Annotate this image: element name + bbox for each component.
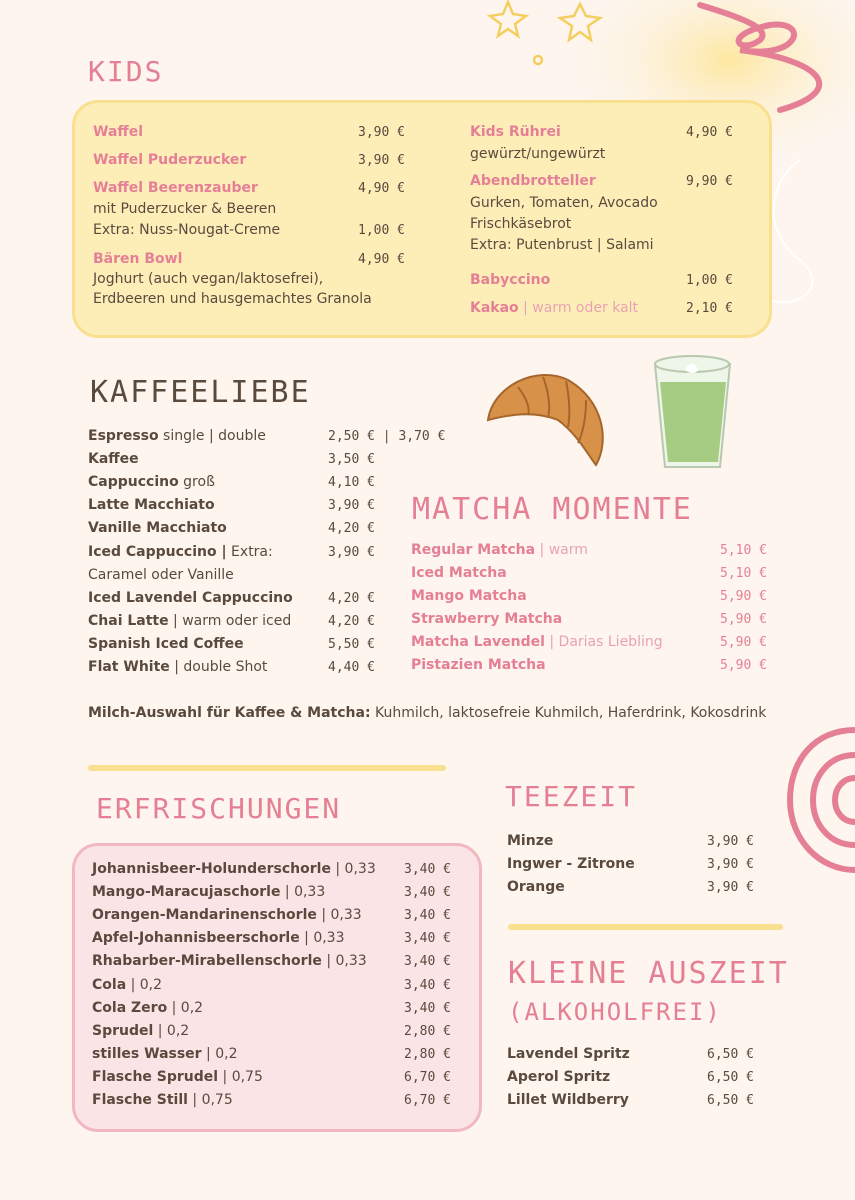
item-price: 5,10 €	[720, 566, 767, 581]
item-name: Babyccino	[470, 272, 551, 288]
item-name: Flasche Still	[92, 1092, 188, 1108]
item-price: 3,90 €	[328, 498, 375, 514]
item-price: 3,90 €	[707, 857, 754, 872]
item-description: | 0,33	[280, 884, 326, 901]
matcha-item	[411, 588, 527, 604]
milk-options: Kuhmilch, laktosefreie Kuhmilch, Haferdrink, Kokosdrink	[370, 705, 767, 721]
item-price: 4,90 €	[686, 125, 733, 140]
item-price: 5,90 €	[720, 589, 767, 604]
item-description: | 0,33	[299, 930, 345, 947]
kids-item	[470, 173, 596, 189]
spritz-item	[507, 1092, 629, 1108]
item-name: Iced Lavendel Cappuccino	[88, 589, 293, 606]
auszeit-title: KLEINE AUSZEIT	[508, 956, 789, 991]
kids-title: KIDS	[88, 55, 164, 88]
matcha-item	[411, 611, 562, 627]
kids-item	[93, 251, 182, 267]
item-name: Cola Zero	[92, 999, 168, 1016]
item-name: Espresso	[88, 428, 159, 444]
kids-item	[470, 237, 654, 253]
tea-item	[507, 879, 565, 895]
croissant-icon	[478, 365, 613, 470]
drink-item	[92, 884, 325, 900]
item-name: Sprudel	[92, 1022, 154, 1039]
item-price: 3,40 €	[404, 977, 451, 993]
matcha-glass-icon	[650, 352, 735, 474]
item-description: Extra:	[226, 543, 273, 560]
kids-item	[93, 222, 280, 238]
item-price: 4,10 €	[328, 475, 375, 491]
item-description: | 0,33	[330, 861, 376, 877]
item-price: 3,90 €	[707, 834, 754, 849]
item-description: Extra: Putenbrust | Salami	[470, 237, 654, 253]
coffee-item	[88, 613, 291, 629]
divider-left	[88, 765, 446, 771]
divider-right	[508, 924, 783, 930]
item-name: Aperol Spritz	[507, 1069, 611, 1085]
item-description: Extra: Nuss-Nougat-Creme	[93, 222, 281, 238]
drink-item	[92, 1046, 237, 1062]
coffee-item	[88, 451, 139, 467]
item-description: | 0,2	[167, 999, 204, 1016]
item-price: 6,50 €	[707, 1070, 754, 1085]
item-description: | 0,75	[187, 1092, 233, 1108]
kids-item	[470, 272, 550, 288]
item-description: Joghurt (auch vegan/laktosefrei),	[93, 271, 324, 287]
item-description: | double Shot	[169, 659, 268, 675]
kids-item	[93, 180, 258, 196]
item-description: | 0,33	[321, 953, 367, 970]
kids-item	[470, 195, 658, 211]
item-description: groß	[178, 474, 215, 491]
matcha-item	[411, 657, 546, 673]
item-description: | warm oder iced	[168, 612, 292, 629]
drink-item	[92, 1069, 263, 1085]
item-name: Cola	[92, 976, 127, 993]
item-price: 2,80 €	[404, 1046, 451, 1062]
item-description: Erdbeeren und hausgemachtes Granola	[93, 291, 372, 307]
item-name: Flasche Sprudel	[92, 1068, 219, 1085]
item-description: | 0,2	[126, 976, 163, 993]
kids-item	[93, 201, 276, 217]
item-price: 4,20 €	[328, 590, 375, 606]
item-price: 3,90 €	[358, 153, 405, 168]
item-price: 5,50 €	[328, 636, 375, 652]
kids-item	[470, 124, 561, 140]
coffee-item	[88, 636, 244, 652]
item-name: Flat White	[88, 659, 170, 675]
item-name: Waffel Beerenzauber	[93, 180, 258, 196]
coffee-item	[88, 544, 273, 560]
item-description: mit Puderzucker & Beeren	[93, 201, 277, 217]
item-name: Cappuccino	[88, 474, 179, 491]
item-name: Iced Matcha	[411, 565, 507, 581]
item-name: Lavendel Spritz	[507, 1046, 630, 1062]
item-price: 1,00 €	[686, 273, 733, 288]
item-price: 6,70 €	[404, 1093, 451, 1108]
drink-item	[92, 930, 345, 946]
item-description: | 0,75	[218, 1068, 263, 1085]
kids-item	[93, 271, 323, 287]
item-name: Chai Latte	[88, 612, 169, 629]
milk-note	[88, 705, 766, 721]
tea-item	[507, 833, 553, 849]
item-price: 3,50 €	[328, 452, 375, 468]
spritz-item	[507, 1069, 610, 1085]
auszeit-subtitle: (ALKOHOLFREI)	[508, 998, 722, 1026]
drink-item	[92, 1092, 233, 1108]
item-price: 3,90 €	[358, 125, 405, 140]
item-description: | warm oder kalt	[518, 300, 639, 316]
item-name: Kids Rührei	[470, 124, 561, 140]
item-name: Waffel	[93, 124, 144, 140]
spritz-item	[507, 1046, 630, 1062]
item-price: 5,90 €	[720, 635, 767, 650]
item-price: 3,40 €	[404, 862, 451, 877]
item-price: 6,50 €	[707, 1047, 754, 1062]
item-description: | warm	[535, 542, 588, 558]
item-description: | Darias Liebling	[544, 634, 663, 650]
erfrischungen-title: ERFRISCHUNGEN	[96, 792, 342, 825]
drink-item	[92, 1023, 189, 1039]
item-price: 4,40 €	[328, 660, 375, 675]
item-price: 3,40 €	[404, 885, 451, 901]
item-price: 2,10 €	[686, 301, 733, 316]
item-name: Bären Bowl	[93, 251, 183, 267]
item-name: Johannisbeer-Holunderschorle	[92, 861, 331, 877]
matcha-item	[411, 542, 588, 558]
item-price: 3,40 €	[404, 954, 451, 970]
drink-item	[92, 977, 162, 993]
item-description: | 0,2	[201, 1045, 238, 1062]
coffee-item	[88, 659, 267, 675]
item-name: Orange	[507, 879, 565, 895]
item-price: 3,40 €	[404, 931, 451, 947]
item-description: single | double	[158, 428, 266, 444]
item-name: Kaffee	[88, 451, 139, 468]
item-price: 5,90 €	[720, 658, 767, 673]
item-name: Regular Matcha	[411, 542, 536, 558]
item-name: Waffel Puderzucker	[93, 152, 247, 168]
item-name: Mango Matcha	[411, 588, 527, 604]
drink-item	[92, 861, 376, 877]
coffee-item	[88, 567, 234, 583]
kids-item	[93, 152, 246, 168]
item-price: 3,90 €	[328, 544, 375, 560]
item-name: Vanille Macchiato	[88, 520, 227, 537]
item-name: Kakao	[470, 300, 519, 316]
item-name: Orangen-Mandarinenschorle	[92, 907, 317, 924]
kids-item	[470, 216, 571, 232]
item-price: 6,50 €	[707, 1093, 754, 1108]
item-description: | 0,33	[316, 907, 362, 924]
item-price: 5,10 €	[720, 543, 767, 558]
item-name: Abendbrotteller	[470, 173, 596, 189]
drink-item	[92, 1000, 203, 1016]
item-description: Gurken, Tomaten, Avocado	[470, 195, 658, 211]
item-name: Matcha Lavendel	[411, 634, 545, 650]
item-price: 3,40 €	[404, 1000, 451, 1016]
item-name: Latte Macchiato	[88, 497, 215, 514]
item-price: 9,90 €	[686, 174, 733, 189]
spiral-doodle-icon	[785, 720, 855, 880]
item-price: 4,90 €	[358, 252, 405, 267]
coffee-item	[88, 520, 227, 536]
item-description: Frischkäsebrot	[470, 216, 572, 232]
item-price: 3,90 €	[707, 880, 754, 895]
kids-item	[470, 300, 638, 316]
coffee-item	[88, 428, 266, 444]
kaffeeliebe-title: KAFFEELIEBE	[90, 375, 311, 410]
coffee-item	[88, 590, 293, 606]
matcha-item	[411, 634, 663, 650]
kids-item	[93, 291, 372, 307]
matcha-item	[411, 565, 507, 581]
item-name: Lillet Wildberry	[507, 1092, 629, 1108]
item-price: 1,00 €	[358, 223, 405, 238]
milk-label: Milch-Auswahl für Kaffee & Matcha:	[88, 705, 371, 721]
matcha-title: MATCHA MOMENTE	[412, 492, 693, 527]
teezeit-title: TEEZEIT	[505, 780, 638, 813]
kids-item	[93, 124, 143, 140]
tea-item	[507, 856, 635, 872]
item-price: 5,90 €	[720, 612, 767, 627]
item-name: Minze	[507, 833, 554, 849]
item-description: | 0,2	[153, 1022, 190, 1039]
item-name: Mango-Maracujaschorle	[92, 884, 281, 901]
coffee-item	[88, 474, 215, 490]
item-name: Spanish Iced Coffee	[88, 635, 244, 652]
item-name: Iced Cappuccino |	[88, 543, 227, 560]
item-description: Caramel oder Vanille	[88, 566, 234, 583]
item-price: 4,90 €	[358, 181, 405, 196]
drink-item	[92, 953, 367, 969]
item-price: 3,40 €	[404, 908, 451, 924]
item-name: Strawberry Matcha	[411, 611, 563, 627]
item-price: 6,70 €	[404, 1069, 451, 1085]
item-name: Ingwer - Zitrone	[507, 856, 635, 872]
item-name: Rhabarber-Mirabellenschorle	[92, 953, 322, 970]
item-price: 2,50 € | 3,70 €	[328, 429, 446, 444]
item-price: 4,20 €	[328, 613, 375, 629]
item-description: gewürzt/ungewürzt	[470, 146, 606, 162]
drink-item	[92, 907, 362, 923]
item-name: Pistazien Matcha	[411, 657, 546, 673]
coffee-item	[88, 497, 215, 513]
kids-item	[470, 146, 605, 162]
item-price: 4,20 €	[328, 521, 375, 537]
item-name: stilles Wasser	[92, 1045, 202, 1062]
item-price: 2,80 €	[404, 1023, 451, 1039]
item-name: Apfel-Johannisbeerschorle	[92, 930, 300, 947]
